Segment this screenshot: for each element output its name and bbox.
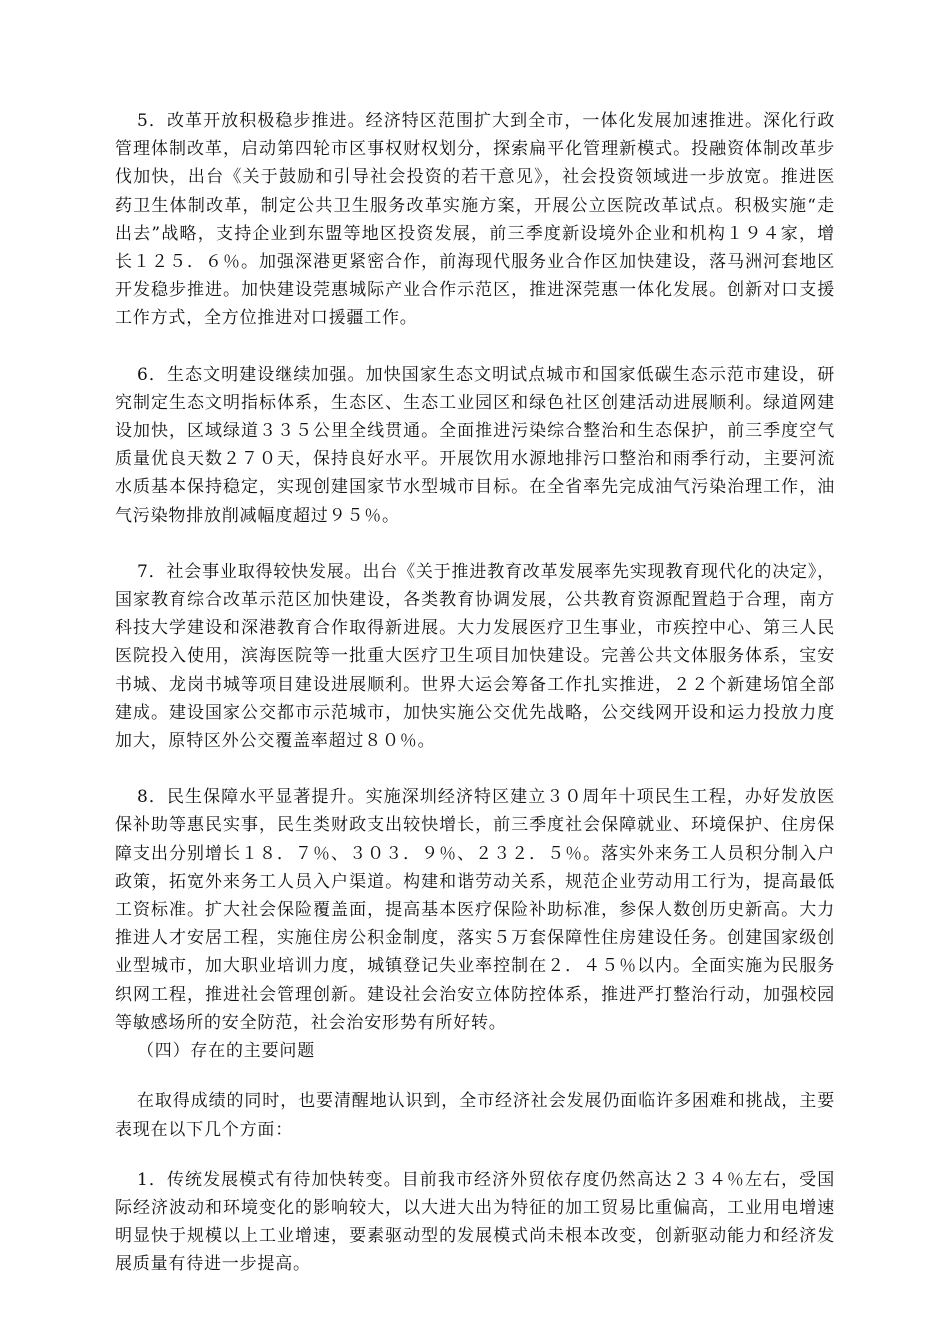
paragraph-problem-1: 1．传统发展模式有待加快转变。目前我市经济外贸依存度仍然高达２３４％左右，受国际经济波动和环境变化的影响较大，以大进大出为特征的加工贸易比重偏高，工业用电增速明显快于规模以上工业增速，要素驱动型的发展模式尚未根本改变，创新驱动能力和经济发展质量有待进一步提高。 [115, 1169, 835, 1275]
paragraph-social-undertakings: 7．社会事业取得较快发展。出台《关于推进教育改革发展率先实现教育现代化的决定》，国家教育综合改革示范区加快建设，各类教育协调发展，公共教育资源配置趋于合理，南方科技大学建设和深港教育合作取得新进展。大力发展医疗卫生事业，市疾控中心、第三人民医院投入使用，滨海医院等一批重大医疗卫生项目加快建设。完善公共文体服务体系，宝安书城、龙岗书城等项目建设进展顺利。世界大运会筹备工作扎实推进，２２个新建场馆全部建成。建设国家公交都市示范城市，加快实施公交优先战略，公交线网开设和运力投放力度加大，原特区外公交覆盖率超过８０％。 [115, 561, 835, 752]
paragraph-reform-opening: 5．改革开放积极稳步推进。经济特区范围扩大到全市，一体化发展加速推进。深化行政管理体制改革，启动第四轮市区事权财权划分，探索扁平化管理新模式。投融资体制改革步伐加快，出台《关于鼓励和引导社会投资的若干意见》，社会投资领域进一步放宽。推进医药卫生体制改革，制定公共卫生服务改革实施方案，开展公立医院改革试点。积极实施“走出去”战略，支持企业到东盟等地区投资发展，前三季度新设境外企业和机构１９４家，增长１２５．６％。加强深港更紧密合作，前海现代服务业合作区加快建设，落马洲河套地区开发稳步推进。加快建设莞惠城际产业合作示范区，推进深莞惠一体化发展。创新对口支援工作方式，全方位推进对口援疆工作。 [115, 111, 835, 329]
paragraph-intro: 在取得成绩的同时，也要清醒地认识到，全市经济社会发展仍面临许多困难和挑战，主要表现在以下几个方面： [115, 1091, 835, 1140]
section-heading: （四）存在的主要问题 [137, 1041, 315, 1062]
document-body [115, 107, 835, 1279]
paragraph-ecological-civilization: 6．生态文明建设继续加强。加快国家生态文明试点城市和国家低碳生态示范市建设，研究制定生态文明指标体系，生态区、生态工业园区和绿色社区创建活动进展顺利。绿道网建设加快，区域绿道３３５公里全线贯通。全面推进污染综合整治和生态保护，前三季度空气质量优良天数２７０天，保持良好水平。开展饮用水源地排污口整治和雨季行动，主要河流水质基本保持稳定，实现创建国家节水型城市目标。在全省率先完成油气污染治理工作，油气污染物排放削减幅度超过９５％。 [115, 364, 835, 526]
paragraph-livelihood-security: 8．民生保障水平显著提升。实施深圳经济特区建立３０周年十项民生工程，办好发放医保补助等惠民实事，民生类财政支出较快增长，前三季度社会保障就业、环境保护、住房保障支出分别增长１８．７％、３０３．９％、２３２．５％。落实外来务工人员积分制入户政策，拓宽外来务工人员入户渠道。构建和谐劳动关系，规范企业劳动用工行为，提高最低工资标准。扩大社会保险覆盖面，提高基本医疗保险补助标准，参保人数创历史新高。大力推进人才安居工程，实施住房公积金制度，落实５万套保障性住房建设任务。创建国家级创业型城市，加大职业培训力度，城镇登记失业率控制在２．４５％以内。全面实施为民服务织网工程，推进社会管理创新。建设社会治安立体防控体系，推进严打整治行动，加强校园等敏感场所的安全防范，社会治安形势有所好转。 [115, 787, 835, 1033]
